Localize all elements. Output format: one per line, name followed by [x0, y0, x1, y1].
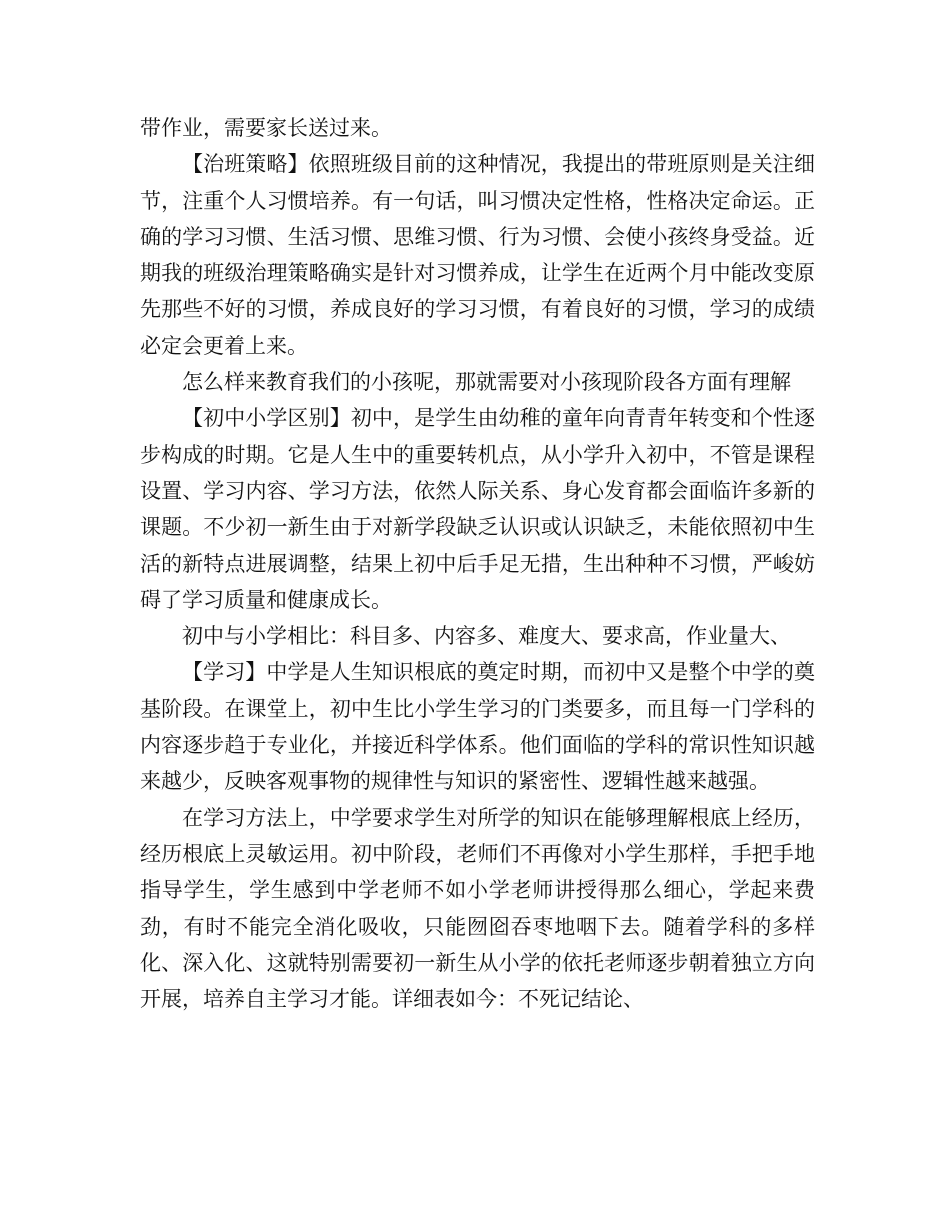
paragraph-learning-methods: 在学习方法上，中学要求学生对所学的知识在能够理解根底上经历，经历根底上灵敏运用。初中阶段，老师们不再像对小学生那样，手把手地指导学生，学生感到中学老师不如小学老师讲授得那么细心，学起来费劲，有时不能完全消化吸收，只能囫囵吞枣地咽下去。随着学科的多样化、深入化、这就特别需要初一新生从小学的依托老师逐步朝着独立方向开展，培养自主学习才能。详细表如今：不死记结论、: [140, 805, 815, 1012]
paragraph-comparison: 初中与小学相比：科目多、内容多、难度大、要求高，作业量大、: [182, 624, 791, 649]
paragraph-learning: 【学习】中学是人生知识根底的奠定时期，而初中又是整个中学的奠基阶段。在课堂上，初中生比小学生学习的门类要多，而且每一门学科的内容逐步趋于专业化，并接近科学体系。他们面临的学科的常识性知识越来越少，反映客观事物的规律性与知识的紧密性、逻辑性越来越强。: [140, 660, 815, 794]
paragraph-continuation: 带作业，需要家长送过来。: [140, 116, 392, 140]
document-body: [140, 110, 815, 1017]
paragraph-class-strategy: 【治班策略】依照班级目前的这种情况，我提出的带班原则是关注细节，注重个人习惯培养。有一句话，叫习惯决定性格，性格决定命运。正确的学习习惯、生活习惯、思维习惯、行为习惯、会使小孩终身受益。近期我的班级治理策略确实是针对习惯养成，让学生在近两个月中能改变原先那些不好的习惯，养成良好的学习习惯，有着良好的习惯，学习的成绩必定会更着上来。: [140, 152, 815, 358]
paragraph-junior-primary-difference: 【初中小学区别】初中，是学生由幼稚的童年向青青年转变和个性逐步构成的时期。它是人生中的重要转机点，从小学升入初中，不管是课程设置、学习内容、学习方法，依然人际关系、身心发育都会面临许多新的课题。不少初一新生由于对新学段缺乏认识或认识缺乏，未能依照初中生活的新特点进展调整，结果上初中后手足无措，生出种种不习惯，严峻妨碍了学习质量和健康成长。: [140, 406, 815, 612]
paragraph-how-to-educate: 怎么样来教育我们的小孩呢，那就需要对小孩现阶段各方面有理解: [182, 370, 791, 395]
